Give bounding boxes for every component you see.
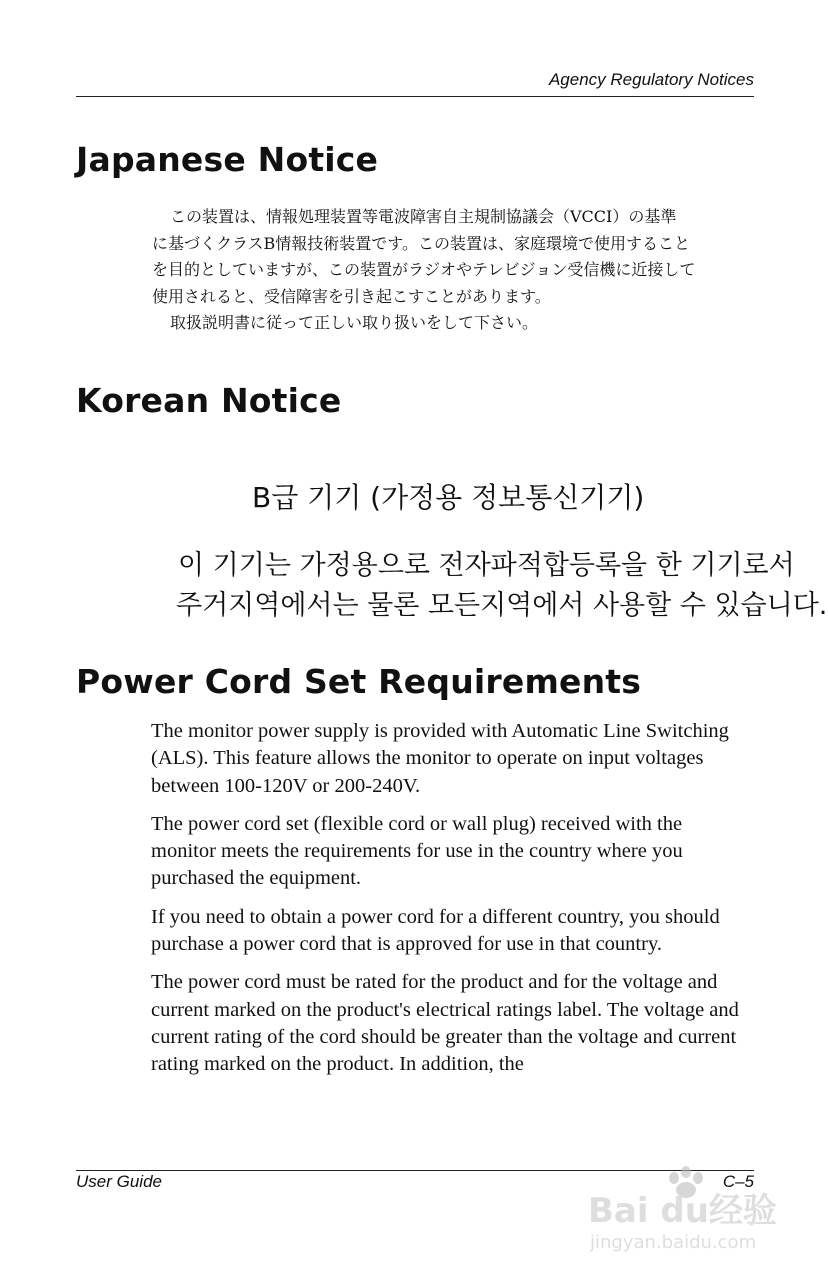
korean-line-1: 이 기기는 가정용으로 전자파적합등록을 한 기기로서 (178, 550, 795, 581)
japanese-line-4: 使用されると、受信障害を引き起こすことがあります。 (152, 286, 551, 306)
footer-page-number: C–5 (722, 1172, 754, 1191)
japanese-line-5: 取扱説明書に従って正しい取り扱いをして下さい。 (170, 313, 539, 332)
japanese-notice-title: Japanese Notice (76, 140, 379, 179)
japanese-notice-text (152, 204, 752, 337)
running-header: Agency Regulatory Notices (548, 70, 754, 89)
korean-class-heading: B급 기기 (가정용 정보통신기기) (252, 481, 645, 514)
footer-doc-name: User Guide (76, 1172, 162, 1191)
korean-line-2: 주거지역에서는 물론 모든지역에서 사용할 수 있습니다. (176, 590, 828, 621)
paragraph-different-country: If you need to obtain a power cord for a different country, you should purchase a power cord that is approved for use in that country. (151, 905, 720, 956)
baidu-watermark-logo (586, 1160, 786, 1260)
korean-notice-title: Korean Notice (76, 381, 342, 420)
japanese-line-2: に基づくクラスB情報技術装置です。この装置は、家庭環境で使用すること (152, 233, 690, 253)
korean-notice-text (176, 546, 827, 626)
watermark-url: jingyan.baidu.com (590, 1232, 757, 1253)
header-rule (76, 96, 754, 97)
watermark-brand: Bai du经验 (588, 1191, 777, 1231)
power-cord-body (151, 718, 751, 1090)
paragraph-cord-set: The power cord set (flexible cord or wall plug) received with the monitor meets the requirements for use in the country where you purchased the equipment. (151, 812, 683, 890)
paragraph-rating: The power cord must be rated for the product and for the voltage and current marked on the product's electrical ratings label. The voltage and current rating of the cord should be greater than the voltage and current rating marked on the product. In addition, the (151, 971, 739, 1076)
japanese-line-3: を目的としていますが、この装置がラジオやテレビジョン受信機に近接して (152, 260, 696, 279)
power-cord-title: Power Cord Set Requirements (76, 662, 642, 701)
japanese-line-1: この装置は、情報処理装置等電波障害自主規制協議会（VCCI）の基準 (170, 207, 677, 226)
paragraph-als: The monitor power supply is provided with Automatic Line Switching (ALS). This feature allows the monitor to operate on input voltages between 100-120V or 200-240V. (151, 720, 729, 797)
